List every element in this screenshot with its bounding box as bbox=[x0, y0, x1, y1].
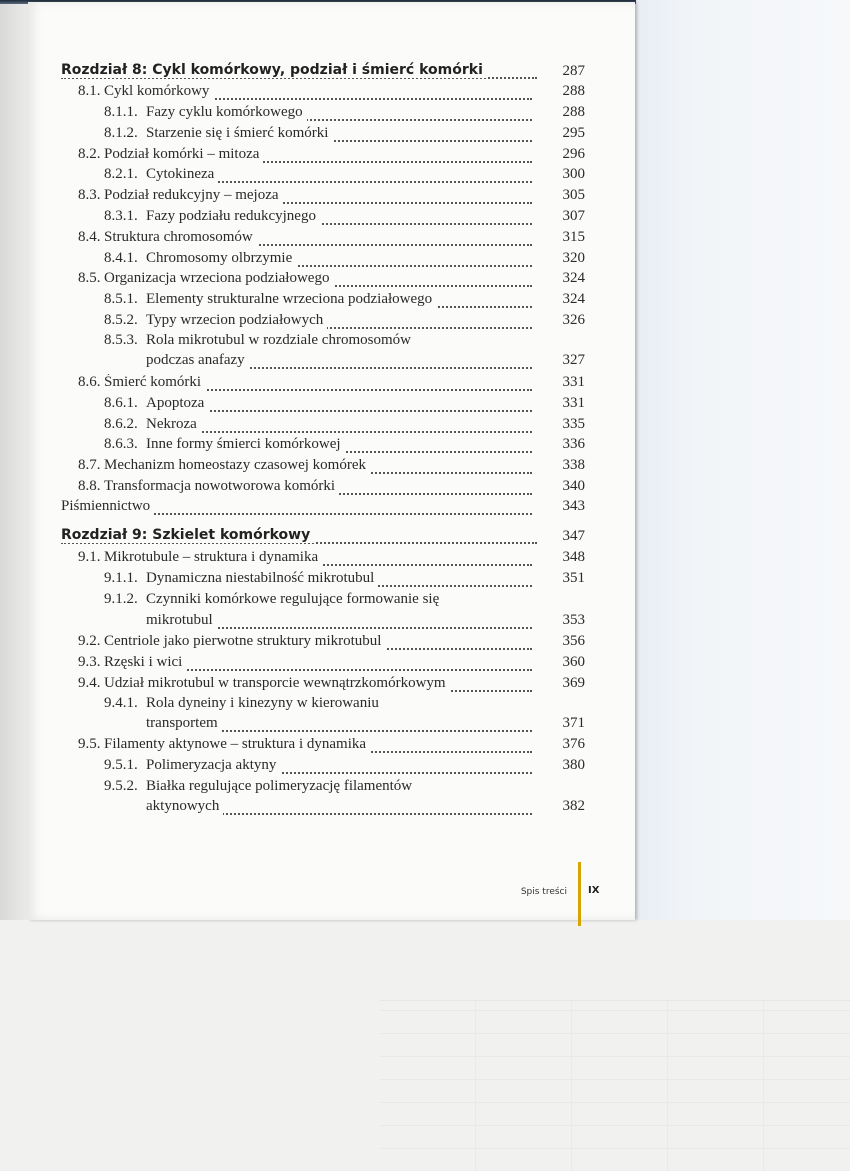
toc-entry[interactable] bbox=[104, 83, 532, 104]
toc-entry-page: 353 bbox=[562, 612, 585, 628]
toc-entry-page: 340 bbox=[562, 478, 585, 494]
toc-entry-number: 8.1.1. bbox=[104, 104, 138, 120]
toc-entry-page: 376 bbox=[562, 736, 585, 752]
toc-entry-page: 371 bbox=[562, 715, 585, 731]
toc-entry-title-continued: transportem bbox=[146, 715, 222, 732]
toc-entry[interactable] bbox=[146, 166, 532, 187]
chapter-9-title: Rozdział 9: Szkielet komórkowy bbox=[61, 527, 314, 543]
toc-entry[interactable] bbox=[104, 270, 532, 291]
toc-entry-title-continued: aktynowych bbox=[146, 798, 223, 815]
toc-entry-title: Cykl komórkowy bbox=[104, 83, 213, 100]
toc-entry[interactable] bbox=[104, 633, 532, 654]
toc-entry-number: 8.1. bbox=[78, 83, 101, 99]
toc-entry-title: Transformacja nowotworowa komórki bbox=[104, 478, 339, 495]
toc-entry-page: 315 bbox=[562, 229, 585, 245]
toc-entry-number: 8.6.3. bbox=[104, 436, 138, 452]
toc-entry-number: 9.1.1. bbox=[104, 570, 138, 586]
toc-entry-page: 360 bbox=[562, 654, 585, 670]
toc-entry-number: 8.5.3. bbox=[104, 332, 138, 348]
toc-entry[interactable] bbox=[104, 457, 532, 478]
toc-entry-title[interactable]: Rola dyneiny i kinezyny w kierowaniu bbox=[146, 695, 379, 711]
toc-entry-title[interactable]: Czynniki komórkowe regulujące formowanie się bbox=[146, 591, 440, 607]
toc-entry-number: 8.5.1. bbox=[104, 291, 138, 307]
footer-section-label: Spis treści bbox=[520, 887, 567, 897]
toc-entry-page: 331 bbox=[562, 395, 585, 411]
toc-entry-number: 8.2.1. bbox=[104, 166, 138, 182]
toc-entry-title: Filamenty aktynowe – struktura i dynamika bbox=[104, 736, 370, 753]
chapter-8-heading[interactable] bbox=[61, 62, 585, 84]
toc-entry-page: 348 bbox=[562, 549, 585, 565]
toc-entry-title: Mechanizm homeostazy czasowej komórek bbox=[104, 457, 370, 474]
toc-entry-title: Polimeryzacja aktyny bbox=[146, 757, 280, 774]
toc-entry-title: Nekroza bbox=[146, 416, 201, 433]
toc-entry[interactable] bbox=[104, 675, 532, 696]
toc-entry-page: 336 bbox=[562, 436, 585, 452]
toc-entry-number: 8.4.1. bbox=[104, 250, 138, 266]
toc-entry-page: 380 bbox=[562, 757, 585, 773]
toc-entry[interactable] bbox=[146, 416, 532, 437]
toc-entry-title[interactable]: Białka regulujące polimeryzację filamentów bbox=[146, 778, 413, 794]
toc-entry-number: 8.6.2. bbox=[104, 416, 138, 432]
toc-entry-number: 8.5.2. bbox=[104, 312, 138, 328]
toc-entry-number: 9.1.2. bbox=[104, 591, 138, 607]
toc-entry-page: 288 bbox=[562, 83, 585, 99]
toc-entry-page: 300 bbox=[562, 166, 585, 182]
toc-entry-number: 8.2. bbox=[78, 146, 101, 162]
toc-entry-title-continued: podczas anafazy bbox=[146, 352, 249, 369]
toc-entry-title: Apoptoza bbox=[146, 395, 208, 412]
toc-entry-title: Mikrotubule – struktura i dynamika bbox=[104, 549, 322, 566]
toc-entry-page: 296 bbox=[562, 146, 585, 162]
toc-entry-title: Podział komórki – mitoza bbox=[104, 146, 263, 163]
chapter-8-title: Rozdział 8: Cykl komórkowy, podział i śmierć komórki bbox=[61, 62, 487, 78]
toc-entry-continuation[interactable] bbox=[146, 612, 532, 633]
toc-entry-title: Elementy strukturalne wrzeciona podziałowego bbox=[146, 291, 436, 308]
toc-entry-number: 8.6. bbox=[78, 374, 101, 390]
toc-entry-continuation[interactable] bbox=[146, 715, 532, 736]
toc-entry-page: 351 bbox=[562, 570, 585, 586]
toc-entry[interactable] bbox=[104, 374, 532, 395]
footer-page-number: IX bbox=[588, 885, 600, 896]
toc-entry-page: 356 bbox=[562, 633, 585, 649]
toc-entry-title[interactable]: Rola mikrotubul w rozdziale chromosomów bbox=[146, 332, 411, 348]
toc-entry-number: 9.1. bbox=[78, 549, 101, 565]
toc-entry-title: Chromosomy olbrzymie bbox=[146, 250, 296, 267]
footer-accent-rule bbox=[578, 862, 581, 926]
toc-entry-title: Struktura chromosomów bbox=[104, 229, 257, 246]
toc-entry-title: Cytokineza bbox=[146, 166, 218, 183]
toc-entry[interactable] bbox=[146, 125, 532, 146]
toc-entry-number: 9.3. bbox=[78, 654, 101, 670]
toc-entry-title: Śmierć komórki bbox=[104, 374, 205, 391]
toc-entry-page: 324 bbox=[562, 270, 585, 286]
toc-entry-page: 305 bbox=[562, 187, 585, 203]
toc-entry-number: 9.2. bbox=[78, 633, 101, 649]
toc-entry-page: 288 bbox=[562, 104, 585, 120]
toc-entry-page: 382 bbox=[562, 798, 585, 814]
chapter-9-heading[interactable] bbox=[61, 527, 585, 549]
toc-entry-title: Fazy cyklu komórkowego bbox=[146, 104, 307, 121]
toc-entry-number: 8.4. bbox=[78, 229, 101, 245]
toc-entry-number: 8.3. bbox=[78, 187, 101, 203]
toc-entry[interactable] bbox=[146, 436, 532, 457]
toc-entry[interactable] bbox=[104, 229, 532, 250]
toc-entry-number: 9.5. bbox=[78, 736, 101, 752]
toc-entry-page: 335 bbox=[562, 416, 585, 432]
dot-leader bbox=[146, 431, 532, 433]
toc-entry[interactable] bbox=[104, 736, 532, 757]
toc-entry-title: Centriole jako pierwotne struktury mikrotubul bbox=[104, 633, 385, 650]
toc-entry-title: Dynamiczna niestabilność mikrotubul bbox=[146, 570, 378, 587]
toc-entry[interactable] bbox=[146, 570, 532, 591]
toc-entry-page: 338 bbox=[562, 457, 585, 473]
toc-entry-page: 369 bbox=[562, 675, 585, 691]
toc-entry-continuation[interactable] bbox=[146, 352, 532, 373]
toc-entry[interactable] bbox=[104, 478, 532, 499]
toc-entry-title: Organizacja wrzeciona podziałowego bbox=[104, 270, 333, 287]
toc-entry-number: 9.4.1. bbox=[104, 695, 138, 711]
toc-entry[interactable] bbox=[104, 654, 532, 675]
toc-entry-page: 324 bbox=[562, 291, 585, 307]
toc-entry[interactable] bbox=[104, 146, 532, 167]
toc-entry[interactable] bbox=[61, 498, 532, 519]
toc-entry-number: 8.6.1. bbox=[104, 395, 138, 411]
toc-entry-title: Rzęski i wici bbox=[104, 654, 186, 671]
toc-entry-page: 320 bbox=[562, 250, 585, 266]
toc-entry[interactable] bbox=[146, 395, 532, 416]
toc-entry[interactable] bbox=[146, 250, 532, 271]
toc-entry-number: 8.8. bbox=[78, 478, 101, 494]
toc-entry-number: 8.1.2. bbox=[104, 125, 138, 141]
toc-entry-title: Fazy podziału redukcyjnego bbox=[146, 208, 320, 225]
toc-entry[interactable] bbox=[146, 312, 532, 333]
toc-entry-continuation[interactable] bbox=[146, 798, 532, 819]
toc-entry-number: 8.3.1. bbox=[104, 208, 138, 224]
toc-entry[interactable] bbox=[146, 757, 532, 778]
toc-entry-title: Podział redukcyjny – mejoza bbox=[104, 187, 283, 204]
toc-entry-title: Starzenie się i śmierć komórki bbox=[146, 125, 332, 142]
toc-entry[interactable] bbox=[104, 549, 532, 570]
toc-entry-title: Udział mikrotubul w transporcie wewnątrzkomórkowym bbox=[104, 675, 450, 692]
toc-entry[interactable] bbox=[146, 104, 532, 125]
toc-entry-number: 8.7. bbox=[78, 457, 101, 473]
toc-entry-page: 331 bbox=[562, 374, 585, 390]
toc-entry-page: 307 bbox=[562, 208, 585, 224]
toc-entry-title-continued: mikrotubul bbox=[146, 612, 217, 629]
chapter-9-page: 347 bbox=[562, 528, 585, 544]
toc-entry-number: 9.5.2. bbox=[104, 778, 138, 794]
toc-entry-page: 326 bbox=[562, 312, 585, 328]
toc-entry[interactable] bbox=[104, 187, 532, 208]
toc-entry-title: Inne formy śmierci komórkowej bbox=[146, 436, 345, 453]
toc-entry-page: 343 bbox=[562, 498, 585, 514]
toc-entry-title: Piśmiennictwo bbox=[61, 498, 154, 515]
toc-entry-page: 295 bbox=[562, 125, 585, 141]
toc-entry[interactable] bbox=[146, 208, 532, 229]
toc-entry-number: 9.5.1. bbox=[104, 757, 138, 773]
toc-entry[interactable] bbox=[146, 291, 532, 312]
toc-entry-number: 8.5. bbox=[78, 270, 101, 286]
toc-entry-page: 327 bbox=[562, 352, 585, 368]
toc-entry-title: Typy wrzecion podziałowych bbox=[146, 312, 327, 329]
chapter-8-page: 287 bbox=[562, 63, 585, 79]
toc-entry-number: 9.4. bbox=[78, 675, 101, 691]
